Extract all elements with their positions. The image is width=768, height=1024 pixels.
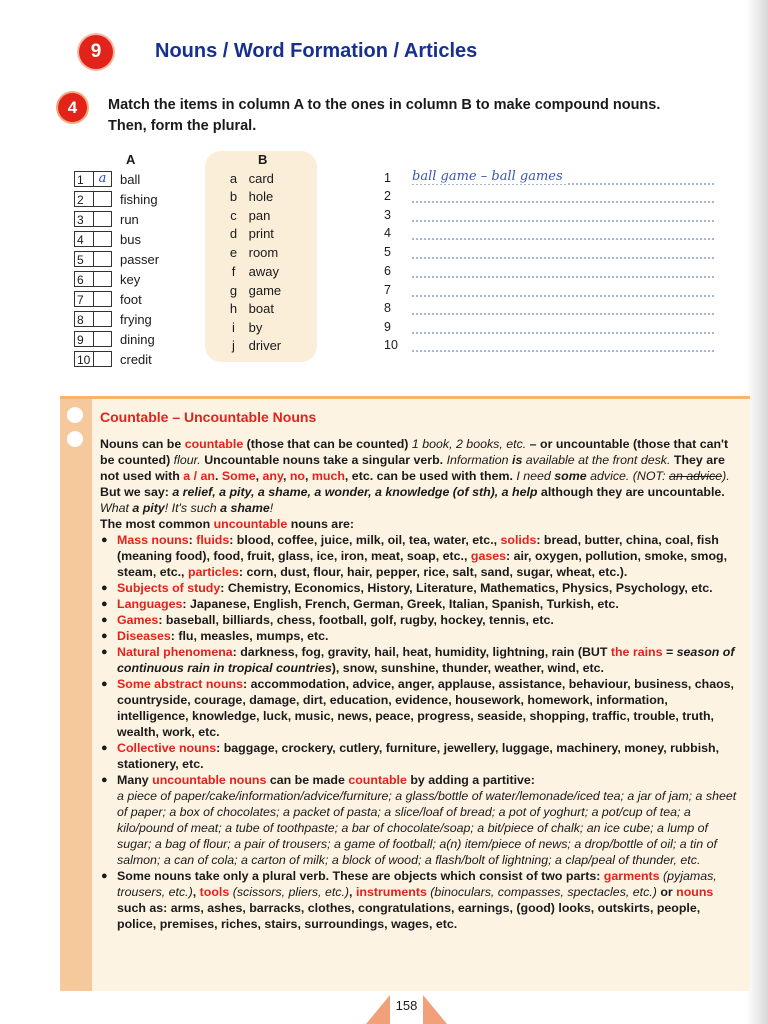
exercise-number-badge: 4 — [58, 93, 87, 122]
bullet-text: , — [192, 885, 200, 899]
grammar-bullet-list — [100, 532, 740, 932]
column-a-heading: A — [126, 152, 136, 167]
bullet-subheading: instruments — [355, 885, 427, 899]
column-b-word: print — [248, 226, 274, 241]
column-b-item — [222, 245, 278, 262]
answer-number: 4 — [384, 226, 391, 240]
column-b-item — [222, 283, 281, 300]
answer-number: 3 — [384, 208, 391, 222]
bullet-text: such as: arms, ashes, barracks, clothes, congratulations, earnings, (good) looks, outskirts, people, police, premises, riches, stairs, surroundings, wages, etc. — [117, 901, 701, 931]
box-decoration-dot — [67, 407, 83, 423]
bullet-text: Many — [117, 773, 153, 787]
answer-line[interactable] — [384, 338, 714, 355]
item-letter: c — [230, 208, 237, 223]
column-a-word: foot — [120, 292, 142, 307]
item-letter: h — [229, 301, 238, 316]
bullet-text: : Chemistry, Economics, History, Literature, Mathematics, Physics, Psychology, etc. — [220, 581, 713, 595]
answer-number: 6 — [384, 264, 391, 278]
dotted-line — [412, 257, 714, 259]
bullet-text: by adding a partitive: — [406, 773, 535, 787]
bullet-text: ), snow, sunshine, thunder, weather, wind, etc. — [331, 661, 604, 675]
bullet-text: : flu, measles, mumps, etc. — [170, 629, 329, 643]
item-number: 9 — [74, 331, 94, 347]
column-a-word: fishing — [120, 192, 158, 207]
column-b-item — [222, 338, 281, 355]
dotted-line — [412, 238, 714, 240]
intro-highlight: much — [311, 469, 345, 483]
column-a-word: dining — [120, 332, 155, 347]
column-a-word: frying — [120, 312, 152, 327]
intro-example: advice. (NOT: — [586, 469, 670, 483]
answer-line[interactable] — [384, 226, 714, 243]
bullet-partitives — [100, 772, 740, 868]
column-b-word: room — [248, 245, 279, 260]
bullet-heading: Games — [117, 613, 159, 627]
bullet-plural-only-nouns — [100, 868, 740, 932]
bullet-subheading: solids — [500, 533, 537, 547]
column-b-item — [222, 320, 262, 337]
intro-text: (those that can be counted) — [243, 437, 412, 451]
intro-text: . — [214, 469, 222, 483]
bullet-text: : blood, coffee, juice, milk, oil, tea, water, etc., — [229, 533, 501, 547]
column-a-word: credit — [120, 352, 152, 367]
footer-left-tab — [366, 995, 390, 1024]
bullet-subheading: the rains — [610, 645, 663, 659]
bullet-text: can be made — [266, 773, 349, 787]
bullet-text: Some nouns take only a plural verb. These are objects which consist of two parts: — [117, 869, 604, 883]
column-b-item — [222, 208, 270, 225]
intro-highlight: any — [262, 469, 283, 483]
dotted-line — [412, 332, 714, 334]
bullet-subheading: tools — [199, 885, 230, 899]
column-b-item — [222, 189, 273, 206]
answer-number: 10 — [384, 338, 398, 352]
exercise-instruction — [108, 95, 748, 137]
column-b-item — [222, 264, 279, 281]
bullet-subheading: nouns — [676, 885, 714, 899]
bullet-text: : bread, butter, china, coal, fish (meaning food), food, fruit, glass, ice, iron, meat, soap, etc., — [117, 533, 719, 563]
bullet-natural-phenomena — [100, 644, 740, 676]
grammar-box — [60, 396, 750, 991]
column-a-word: passer — [120, 252, 160, 267]
bullet-heading: Some abstract nouns — [117, 677, 243, 691]
bullet-subheading: garments — [603, 869, 660, 883]
intro-example: 1 book, 2 books, etc. — [411, 437, 527, 451]
intro-text: , — [304, 469, 312, 483]
bullet-example: (binoculars, compasses, spectacles, etc.) — [426, 885, 657, 899]
item-number: 2 — [74, 191, 94, 207]
intro-text: nouns are: — [287, 517, 355, 531]
intro-example: available at the front desk. — [522, 453, 671, 467]
bullet-games — [100, 612, 740, 628]
partitive-examples: a piece of paper/cake/information/advice/furniture; a glass/bottle of water/lemonade/iced tea; a jar of jam; a sheet of paper; a box of chocolates; a packet of pasta; a slice/loaf of bread; a pot of yoghurt; a pot/cup of tea; a kilo/pound of meat; a tube of toothpaste; a bar of chocolate/soap; a bit/piece of chalk; an ice cube; a lump of sugar; a bag of flour; a pair of trousers; a game of football; a(n) item/piece of news; a drop/bottle of oil; a tin of salmon; a can of cola; a carton of milk; a block of wood; a flash/bolt of lightning; a clap/peal of thunder, etc. — [117, 789, 737, 867]
intro-text: , etc. can be used with them. — [344, 469, 517, 483]
bullet-heading: Languages — [117, 597, 183, 611]
item-letter: g — [229, 283, 238, 298]
bullet-subheading: uncountable nouns — [152, 773, 267, 787]
bullet-mass-nouns: ● Mass nouns: fluids: blood, coffee, juice, milk, oil, tea, water, etc., solids: bread, butter, china, coal, fish (meaning food), food, fruit, glass, ice, iron, meat, soap, etc., gases: air, oxygen, pollution, smoke, smog, steam, etc., particles: corn, dust, flour, hair, pepper, rice, salt, sand, sugar, wheat, etc.). — [100, 532, 740, 580]
bullet-heading: Collective nouns — [117, 741, 217, 755]
grammar-box-title: Countable – Uncountable Nouns — [100, 409, 317, 425]
item-letter: j — [232, 338, 235, 353]
item-number: 3 — [74, 211, 94, 227]
intro-text: , — [255, 469, 263, 483]
intro-example: a pity — [132, 501, 165, 515]
intro-struck-example: an advice — [669, 469, 723, 483]
item-letter: d — [229, 226, 238, 241]
answer-box[interactable] — [93, 331, 112, 347]
bullet-heading: Subjects of study — [117, 581, 221, 595]
item-letter: b — [229, 189, 238, 204]
answer-line[interactable] — [384, 245, 714, 262]
intro-text: , — [282, 469, 290, 483]
grammar-intro — [100, 436, 740, 516]
bullet-subjects-of-study — [100, 580, 740, 596]
column-a-word: bus — [120, 232, 141, 247]
answer-line[interactable] — [384, 283, 714, 300]
bullet-collective-nouns — [100, 740, 740, 772]
column-b-item — [222, 301, 274, 318]
item-letter: e — [229, 245, 238, 260]
item-number: 4 — [74, 231, 94, 247]
answer-box[interactable] — [93, 291, 112, 307]
intro-highlight: uncountable — [213, 517, 288, 531]
answer-line[interactable] — [384, 189, 714, 206]
bullet-text: : darkness, fog, gravity, hail, heat, humidity, lightning, rain (BUT — [232, 645, 611, 659]
unit-number-badge: 9 — [79, 35, 113, 69]
bullet-example: (pyjamas, trousers, etc.) — [117, 869, 717, 899]
bullet-example: (scissors, pliers, etc.) — [229, 885, 350, 899]
item-letter: f — [231, 264, 236, 279]
footer-right-tab — [423, 995, 447, 1024]
answer-box[interactable] — [93, 251, 112, 267]
bullet-subheading: gases — [470, 549, 507, 563]
intro-highlight: countable — [184, 437, 244, 451]
answer-box[interactable] — [93, 211, 112, 227]
instruction-line-2: Then, form the plural. — [108, 118, 257, 134]
answer-line[interactable] — [384, 208, 714, 225]
column-a-word: key — [120, 272, 141, 287]
intro-example: ! It's such — [164, 501, 221, 515]
column-a-word: ball — [120, 172, 141, 187]
bullet-example: season of continuous rain in tropical countries — [117, 645, 735, 675]
bullet-text: or — [656, 885, 677, 899]
column-b-word: hole — [248, 189, 274, 204]
column-b-word: pan — [248, 208, 271, 223]
answer-number: 8 — [384, 301, 391, 315]
intro-highlight: Some — [221, 469, 256, 483]
intro-text: The most common — [100, 517, 214, 531]
intro-example: a relief, a pity, a shame, a wonder, a knowledge (of sth), a help — [172, 485, 538, 499]
page-number: 158 — [395, 998, 418, 1013]
column-b-word: away — [248, 264, 279, 279]
bullet-abstract-nouns — [100, 676, 740, 740]
answer-number: 2 — [384, 189, 391, 203]
item-letter: i — [232, 320, 235, 335]
intro-text: Nouns can be — [100, 437, 185, 451]
box-decoration-dot — [67, 431, 83, 447]
answer-box[interactable] — [93, 271, 112, 287]
column-b-word: by — [248, 320, 263, 335]
item-number: 1 — [74, 171, 94, 187]
column-b-heading: B — [258, 152, 268, 167]
bullet-subheading: countable — [348, 773, 407, 787]
bullet-heading: Mass nouns — [117, 533, 189, 547]
dotted-line — [412, 276, 714, 278]
item-number: 10 — [74, 351, 94, 367]
answer-box[interactable] — [93, 351, 112, 367]
bullet-diseases — [100, 628, 740, 644]
intro-example: is — [512, 453, 523, 467]
intro-text: They are not used with — [100, 453, 725, 483]
answer-box[interactable]: a — [93, 171, 112, 187]
bullet-text: : accommodation, advice, anger, applause, assistance, behaviour, business, chaos, countryside, courage, damage, dirt, education, evidence, housework, homework, information, intelligence, knowledge, luck, music, news, peace, progress, seaside, shopping, traffic, trouble, truth, wealth, work, etc. — [117, 677, 734, 739]
grammar-list-intro — [100, 516, 740, 532]
unit-title: Nouns / Word Formation / Articles — [155, 40, 478, 62]
bullet-text: : corn, dust, flour, hair, pepper, rice, salt, sand, sugar, wheat, etc.). — [238, 565, 628, 579]
answer-box[interactable] — [93, 231, 112, 247]
answer-line[interactable] — [384, 171, 714, 188]
intro-text: – or uncountable (those that can't be counted) — [100, 437, 729, 467]
bullet-heading: Natural phenomena — [117, 645, 233, 659]
answer-number: 5 — [384, 245, 391, 259]
intro-example: ! — [269, 501, 274, 515]
answer-box[interactable] — [93, 191, 112, 207]
dotted-line — [412, 201, 714, 203]
answer-number: 7 — [384, 283, 391, 297]
intro-highlight: a / an — [183, 469, 215, 483]
bullet-heading: Diseases — [117, 629, 171, 643]
bullet-languages — [100, 596, 740, 612]
bullet-subheading: particles — [187, 565, 239, 579]
grammar-box-content — [100, 409, 740, 932]
column-b-word: card — [248, 171, 274, 186]
intro-example: What — [100, 501, 133, 515]
item-number: 7 — [74, 291, 94, 307]
column-b-word: boat — [248, 301, 274, 316]
intro-example: a shame — [220, 501, 270, 515]
bullet-text: : baseball, billiards, chess, football, golf, rugby, hockey, tennis, etc. — [158, 613, 554, 627]
intro-text: Uncountable nouns take a singular verb. — [200, 453, 447, 467]
handwritten-answer: ball game – ball games — [412, 169, 566, 184]
item-number: 6 — [74, 271, 94, 287]
dotted-line — [412, 295, 714, 297]
column-b-item — [222, 226, 274, 243]
intro-highlight: no — [289, 469, 305, 483]
item-number: 8 — [74, 311, 94, 327]
bullet-text: , — [349, 885, 356, 899]
item-number: 5 — [74, 251, 94, 267]
intro-text: But we say: — [100, 485, 173, 499]
intro-example: I need — [516, 469, 555, 483]
bullet-text: : air, oxygen, pollution, smoke, smog, steam, etc., — [117, 549, 728, 579]
column-b-word: game — [248, 283, 282, 298]
answer-number: 1 — [384, 171, 391, 185]
bullet-text: : baggage, crockery, cutlery, furniture, jewellery, luggage, machinery, money, rubbish, stationery, etc. — [117, 741, 720, 771]
answer-line[interactable] — [384, 320, 714, 337]
bullet-subheading: fluids — [196, 533, 230, 547]
answer-box[interactable] — [93, 311, 112, 327]
intro-example: flour. — [173, 453, 201, 467]
column-b-item — [222, 171, 274, 188]
dotted-line — [412, 350, 714, 352]
bullet-text: : Japanese, English, French, German, Greek, Italian, Spanish, Turkish, etc. — [182, 597, 619, 611]
dotted-line — [412, 313, 714, 315]
answer-line[interactable] — [384, 264, 714, 281]
answer-number: 9 — [384, 320, 391, 334]
instruction-line-1: Match the items in column A to the ones in column B to make compound nouns. — [108, 97, 661, 113]
answer-line[interactable] — [384, 301, 714, 318]
bullet-text: = — [662, 645, 677, 659]
column-b-word: driver — [248, 338, 282, 353]
dotted-line — [412, 220, 714, 222]
item-letter: a — [229, 171, 238, 186]
intro-example: some — [554, 469, 587, 483]
intro-example: Information — [446, 453, 512, 467]
intro-text: although they are uncountable. — [537, 485, 725, 499]
intro-example: ). — [722, 469, 730, 483]
column-a-word: run — [120, 212, 139, 227]
